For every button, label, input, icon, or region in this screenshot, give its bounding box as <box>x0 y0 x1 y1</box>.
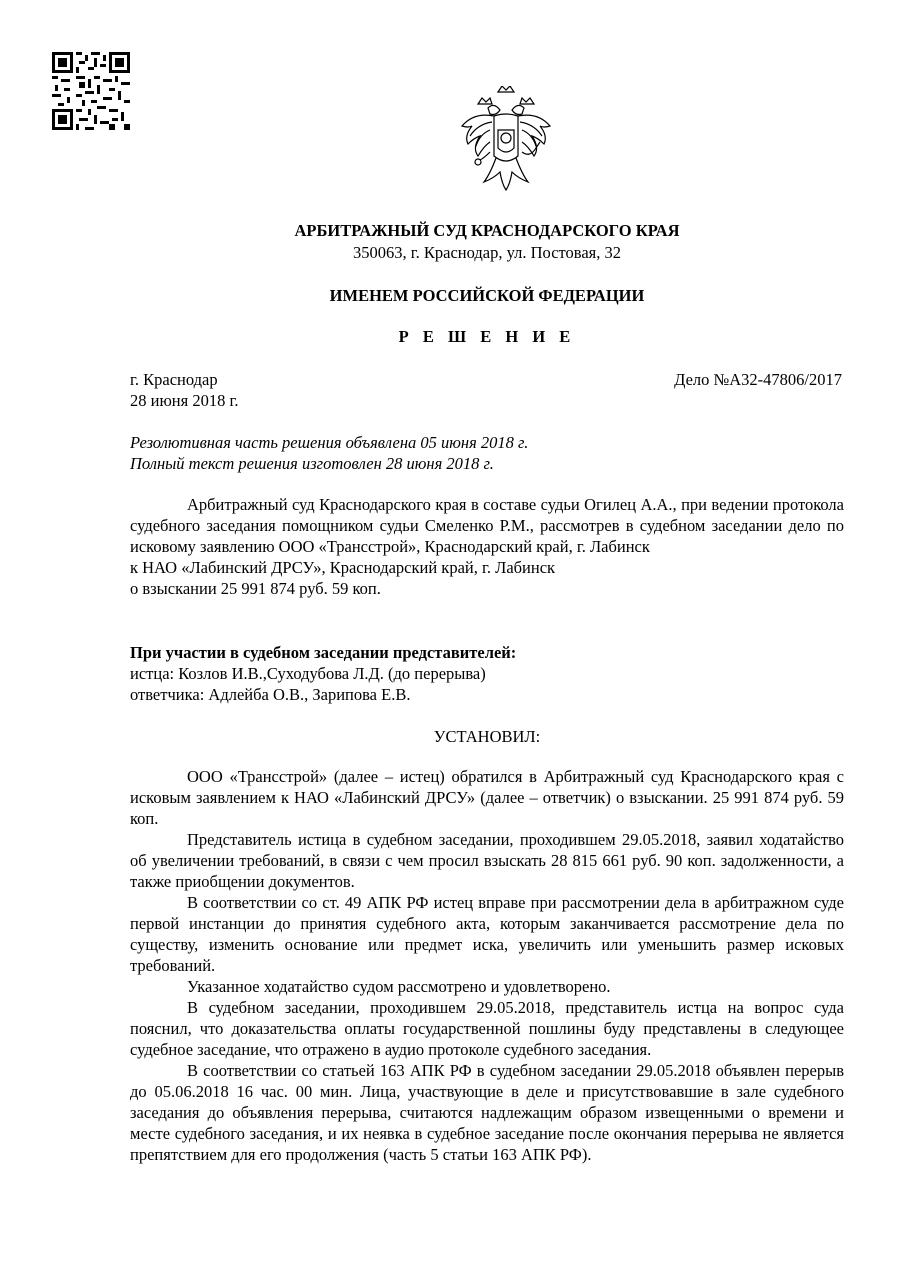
decision-title: Р Е Ш Е Н И Е <box>398 327 576 346</box>
participants-heading: При участии в судебном заседании представителей: <box>130 643 517 662</box>
operative-part-note: Резолютивная часть решения объявлена 05 июня 2018 г. <box>130 433 529 452</box>
qr-code-icon <box>52 52 130 130</box>
court-name: АРБИТРАЖНЫЙ СУД КРАСНОДАРСКОГО КРАЯ <box>294 221 680 240</box>
plaintiff-representatives: истца: Козлов И.В.,Суходубова Л.Д. (до перерыва) <box>130 664 486 683</box>
established-paragraph: Указанное ходатайство судом рассмотрено и удовлетворено. <box>187 977 611 996</box>
established-paragraph: В судебном заседании, проходившем 29.05.2018, представитель истца на вопрос суда пояснил, что доказательства оплаты государственной пошлины буду представлены в следующее судебное заседание, что отражено в аудио протоколе судебного заседания. <box>130 998 844 1059</box>
established-heading: УСТАНОВИЛ: <box>433 727 541 746</box>
defendant-line: к НАО «Лабинский ДРСУ», Краснодарский край, г. Лабинск <box>130 558 556 577</box>
court-address: 350063, г. Краснодар, ул. Постовая, 32 <box>352 243 622 262</box>
intro-section <box>130 494 844 599</box>
established-paragraph: Представитель истица в судебном заседании, проходившем 29.05.2018, заявил ходатайство об увеличении требований, в связи с чем просил взыскать 28 815 661 руб. 90 коп. задолженности, а также приобщении документов. <box>130 830 844 891</box>
participants-section <box>130 642 844 705</box>
decision-date: 28 июня 2018 г. <box>130 391 239 410</box>
russian-coat-of-arms-icon <box>454 86 558 198</box>
intro-paragraph: Арбитражный суд Краснодарского края в составе судьи Огилец А.А., при ведении протокола судебного заседания помощником судьи Смеленко Р.М., рассмотрев в судебном заседании дело по исковому заявлению ООО «Трансстрой», Краснодарский край, г. Лабинск <box>130 495 844 556</box>
full-text-note: Полный текст решения изготовлен 28 июня 2018 г. <box>130 454 494 473</box>
established-section <box>130 766 844 1165</box>
in-the-name-heading: ИМЕНЕМ РОССИЙСКОЙ ФЕДЕРАЦИИ <box>329 286 645 305</box>
established-paragraph: ООО «Трансстрой» (далее – истец) обратился в Арбитражный суд Краснодарского края с исковым заявлением к НАО «Лабинский ДРСУ» (далее – ответчик) о взыскании. 25 991 874 руб. 59 коп. <box>130 767 844 828</box>
case-number: Дело №А32-47806/2017 <box>674 370 842 389</box>
claim-amount-line: о взыскании 25 991 874 руб. 59 коп. <box>130 579 381 598</box>
established-paragraph: В соответствии со ст. 49 АПК РФ истец вправе при рассмотрении дела в арбитражном суде первой инстанции до принятия судебного акта, которым заканчивается рассмотрение дела по существу, изменить основание или предмет иска, увеличить или уменьшить размер исковых требований. <box>130 893 844 975</box>
defendant-representatives: ответчика: Адлейба О.В., Зарипова Е.В. <box>130 685 411 704</box>
city: г. Краснодар <box>130 370 218 389</box>
established-paragraph: В соответствии со статьей 163 АПК РФ в судебном заседании 29.05.2018 объявлен перерыв до 05.06.2018 16 час. 00 мин. Лица, участвующие в деле и присутствовавшие в зале судебного заседания до объявления перерыва, считаются надлежащим образом извещенными о времени и месте судебного заседания, и их неявка в судебное заседание после окончания перерыва не является препятствием для его продолжения (часть 5 статьи 163 АПК РФ). <box>130 1061 844 1164</box>
